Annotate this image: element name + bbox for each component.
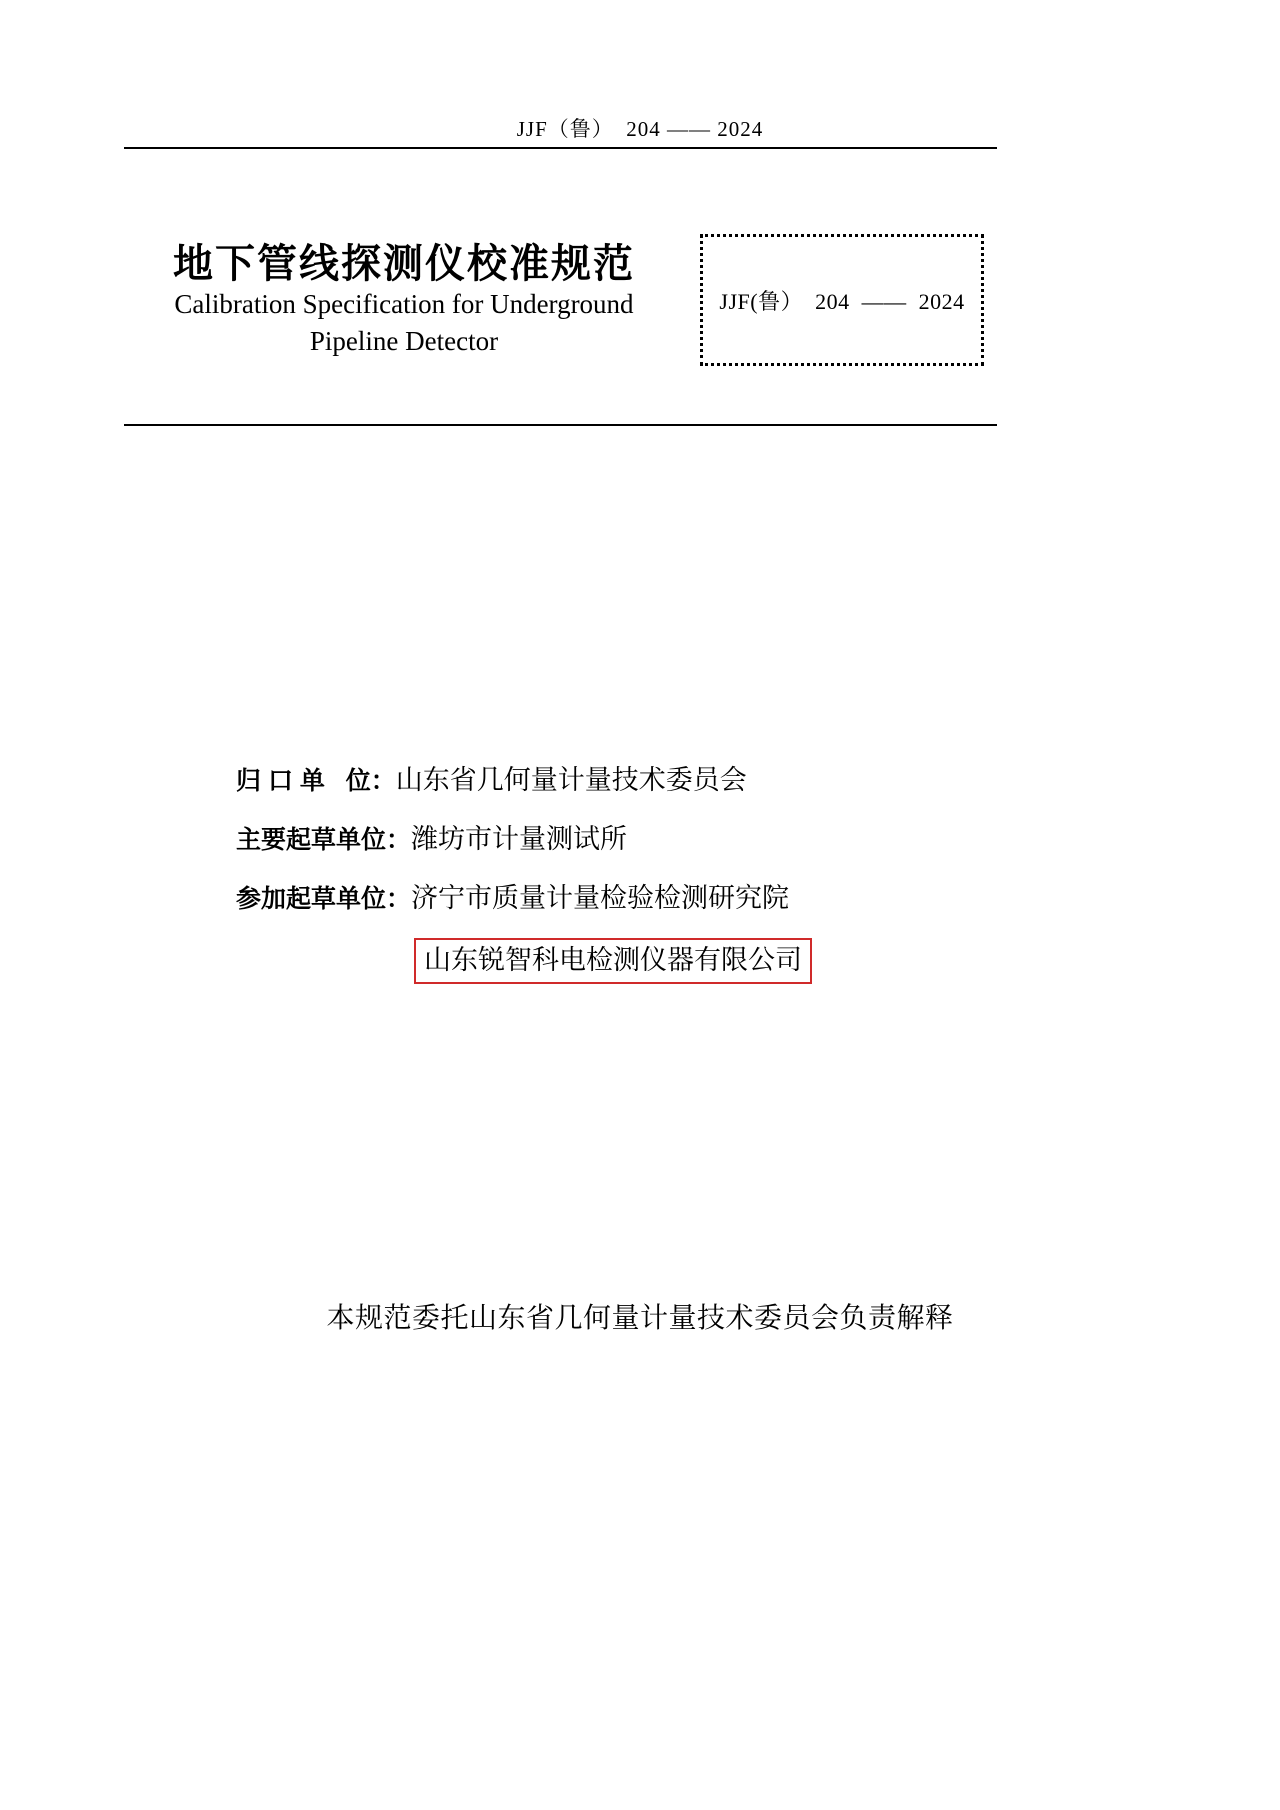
title-section-divider-line [124, 424, 997, 426]
page-title-english-line1: Calibration Specification for Underground [174, 289, 634, 319]
credit-value: 潍坊市计量测试所 [411, 823, 628, 854]
credit-value: 济宁市质量计量检验检测研究院 [411, 882, 790, 913]
credit-row-highlighted [236, 938, 996, 983]
specification-code-stamp-text: JJF(鲁） 204 —— 2024 [719, 288, 965, 314]
page-header-code: JJF（鲁） 204 —— 2024 [516, 117, 764, 141]
credit-row [236, 821, 996, 858]
credit-label: 参加起草单位： [236, 884, 412, 913]
credits-block [236, 762, 996, 984]
credit-value: 山东省几何量计量技术委员会 [395, 765, 747, 795]
highlighted-organization: 山东锐智科电检测仪器有限公司 [414, 938, 812, 983]
page-title-english-line2: Pipeline Detector [309, 326, 499, 357]
credit-row [236, 880, 996, 917]
specification-code-stamp [700, 234, 984, 366]
page-title-english [124, 286, 684, 361]
header-divider-line [124, 147, 997, 149]
credit-label: 归 口 单 位： [236, 767, 396, 795]
interpretation-note: 本规范委托山东省几何量计量技术委员会负责解释 [326, 1303, 954, 1334]
credit-row [236, 762, 996, 799]
page-title-chinese: 地下管线探测仪校准规范 [173, 242, 635, 286]
credit-label: 主要起草单位： [236, 825, 412, 854]
